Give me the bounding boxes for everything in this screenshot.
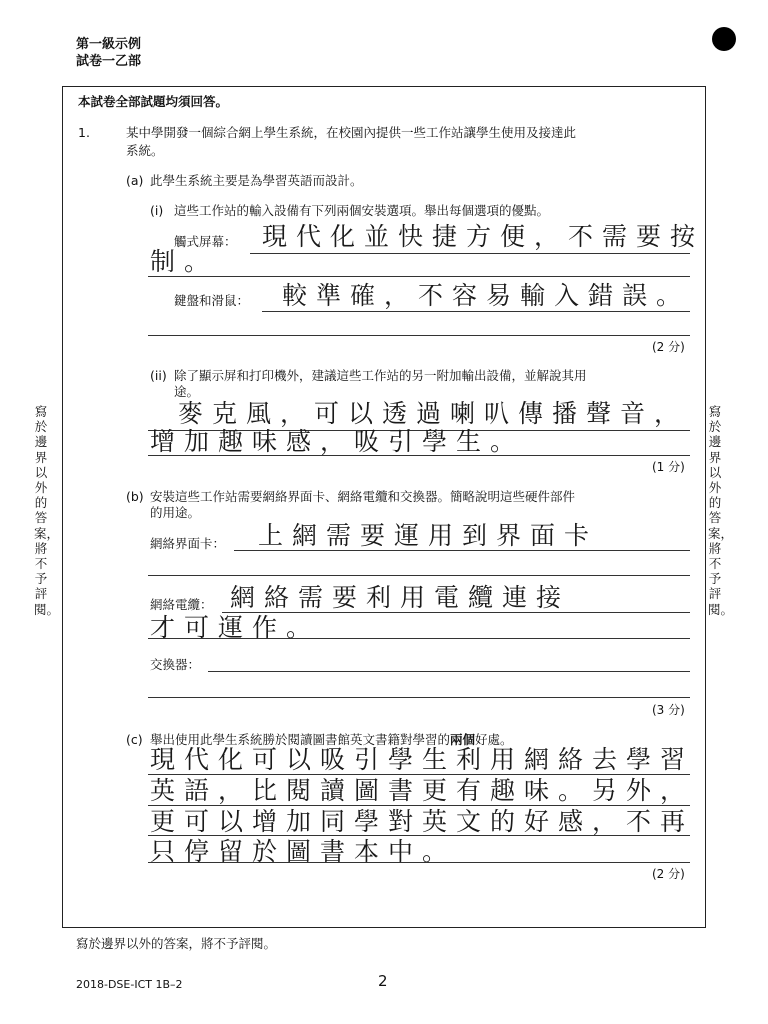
registration-dot (712, 27, 736, 51)
paper-section-title: 試卷一乙部 (76, 54, 142, 69)
benefit-answer-4: 只停留於圖書本中。 (150, 837, 457, 866)
answer-line (148, 835, 690, 836)
answer-line (148, 276, 690, 277)
answer-line (148, 697, 690, 698)
answer-line (148, 335, 690, 336)
side-note-right: 寫於邊界以外的答案，將不予評閱。 (708, 404, 734, 617)
answer-line (208, 671, 690, 672)
part-c-text-pre: 舉出使用此學生系統勝於閱讀圖書館英文書籍對學習的 (150, 732, 451, 747)
instruction: 本試卷全部試題均須回答。 (78, 94, 229, 109)
touch-screen-answer-2: 制。 (150, 247, 219, 276)
answer-line (262, 311, 690, 312)
answer-line (250, 253, 690, 254)
marks-b: (3 分) (652, 703, 685, 717)
page-number: 2 (378, 972, 388, 990)
nic-answer: 上網需要運用到界面卡 (258, 521, 599, 550)
nic-label: 網絡界面卡： (150, 536, 226, 551)
keyboard-mouse-label: 鍵盤和滑鼠： (174, 293, 250, 308)
answer-line (148, 575, 690, 576)
part-a-i-text: 這些工作站的輸入設備有下列兩個安裝選項。舉出每個選項的優點。 (174, 203, 550, 218)
footer-note: 寫於邊界以外的答案，將不予評閱。 (76, 936, 277, 951)
question-number: 1. (78, 125, 90, 140)
part-c-text-post: 好處。 (475, 732, 513, 747)
benefit-answer-2: 英語，比閱讀圖書更有趣味。另外， (150, 776, 695, 805)
part-c-text-bold: 兩個 (450, 732, 476, 747)
side-note-left: 寫於邊界以外的答案，將不予評閱。 (34, 404, 60, 617)
part-a-label: (a) (126, 173, 144, 188)
switch-label: 交換器： (150, 657, 201, 672)
question-stem-line-2: 系統。 (126, 143, 164, 158)
benefit-answer-1: 現代化可以吸引學生利用網絡去學習 (150, 745, 695, 774)
output-device-answer-1: 麥克風，可以透過喇叭傳播聲音， (178, 399, 689, 428)
marks-a-ii: (1 分) (652, 460, 685, 474)
benefit-answer-3: 更可以增加同學對英文的好感，不再 (150, 807, 695, 836)
answer-line (234, 550, 690, 551)
touch-screen-label: 觸式屏幕： (174, 234, 237, 249)
question-stem-line-1: 某中學開發一個綜合網上學生系統，在校園內提供一些工作站讓學生使用及接達此 (126, 125, 577, 140)
part-a-i-label: (i) (150, 203, 164, 218)
marks-c: (2 分) (652, 867, 685, 881)
part-c-label: (c) (126, 732, 143, 747)
cable-answer-1: 網絡需要利用電纜連接 (230, 583, 571, 612)
answer-line (148, 455, 690, 456)
cable-label: 網絡電纜： (150, 597, 213, 612)
output-device-answer-2: 增加趣味感，吸引學生。 (150, 427, 525, 456)
part-a-text: 此學生系統主要是為學習英語而設計。 (150, 173, 363, 188)
cable-answer-2: 才可運作。 (150, 613, 321, 642)
answer-line (148, 774, 690, 775)
part-b-text-1: 安裝這些工作站需要網絡界面卡、網絡電纜和交換器。簡略說明這些硬件部件 (150, 489, 576, 504)
touch-screen-answer-1: 現代化並快捷方便，不需要按 (262, 222, 705, 251)
part-b-label: (b) (126, 489, 144, 504)
paper-code: 2018-DSE-ICT 1B–2 (76, 978, 183, 991)
part-a-ii-label: (ii) (150, 368, 167, 383)
answer-line (148, 862, 690, 863)
paper-level-title: 第一級示例 (76, 37, 142, 52)
marks-a-i: (2 分) (652, 340, 685, 354)
part-a-ii-text-1: 除了顯示屏和打印機外，建議這些工作站的另一附加輸出設備，並解說其用 (174, 368, 587, 383)
part-a-ii-text-2: 途。 (174, 384, 200, 399)
answer-line (148, 805, 690, 806)
part-b-text-2: 的用途。 (150, 505, 201, 520)
keyboard-mouse-answer: 較準確，不容易輸入錯誤。 (282, 281, 691, 310)
